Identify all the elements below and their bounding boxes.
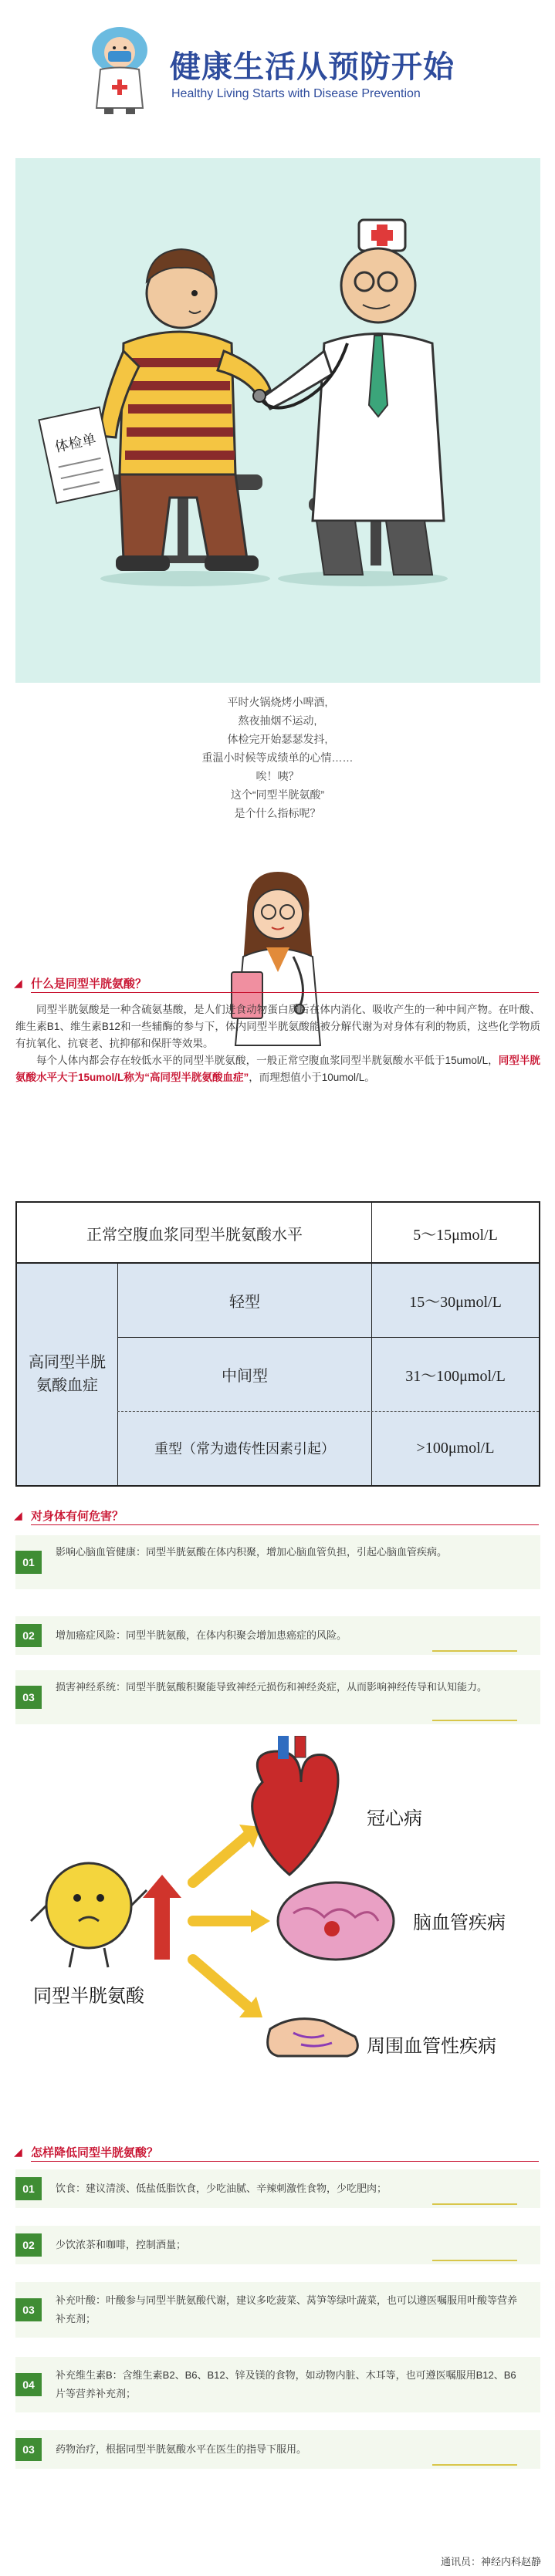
arrow-icon	[193, 1836, 247, 1882]
table-cell-row-label: 中间型	[222, 1367, 268, 1385]
item-number: 01	[15, 2177, 42, 2200]
section-heading-what	[14, 972, 539, 995]
item-number: 03	[15, 1686, 42, 1709]
decor-underline	[432, 2203, 517, 2205]
arrow-head-icon	[251, 1909, 270, 1933]
item-number: 02	[15, 2233, 42, 2257]
table-divider	[117, 1411, 539, 1412]
text-span: 每个人体内都会存在较低水平的同型半胱氨酸，一般正常空腹血浆同型半胱氨酸水平低于15umol/L，	[36, 1055, 499, 1066]
item-text: 补充叶酸：叶酸参与同型半胱氨酸代谢，建议多吃菠菜、莴笋等绿叶蔬菜，也可以遵医嘱服用叶酸等营养补充剂；	[56, 2294, 518, 2324]
table-cell-normal-label: 正常空腹血浆同型半胱氨酸水平	[86, 1226, 303, 1244]
item-text: 补充维生素B：含维生素B2、B6、B12、锌及镁的食物，如动物内脏、木耳等，也可遵医嘱服用B12、B6片等营养补充剂；	[56, 2369, 516, 2399]
brain-icon	[278, 1882, 394, 1960]
marker-icon: ◢	[14, 977, 22, 989]
item-text: 少饮浓茶和咖啡，控制酒量；	[56, 2239, 187, 2250]
decor-underline	[432, 2260, 517, 2261]
poem-line: 这个“同型半胱氨酸”	[230, 788, 325, 801]
increase-arrow-icon	[143, 1875, 181, 1960]
header	[0, 0, 555, 139]
list-item	[15, 2226, 540, 2264]
heart-icon	[252, 1736, 338, 1875]
highlight-text: 同型半胱氨酸水平大于15umol/L称为“高同型半胱氨酸血症”	[15, 1055, 541, 1083]
decor-underline	[432, 1720, 517, 1721]
list-item	[15, 1670, 540, 1724]
marker-icon: ◢	[14, 2146, 22, 2158]
homocysteine-table	[15, 1201, 540, 1487]
decor-underline	[432, 2464, 517, 2466]
table-divider	[117, 1337, 539, 1338]
table-cell-row-value: 15～30μmol/L	[409, 1293, 502, 1311]
section-title: 对身体有何危害？	[31, 1510, 124, 1523]
list-item	[15, 1535, 540, 1589]
footer-credit: 通讯员：神经内科赵静	[440, 2556, 541, 2568]
list-item	[15, 2282, 540, 2338]
diagram-target-label: 周围血管性疾病	[367, 2035, 496, 2057]
poem-line: 熬夜抽烟不运动,	[238, 714, 317, 727]
section-title: 怎样降低同型半胱氨酸？	[31, 2146, 159, 2159]
report-label: 体检单	[53, 430, 98, 456]
poem-line: 体检完开始瑟瑟发抖,	[227, 733, 328, 745]
table-divider	[371, 1203, 372, 1485]
list-item	[15, 2430, 540, 2469]
item-number: 03	[15, 2438, 42, 2461]
list-item	[15, 1616, 540, 1655]
item-text: 药物治疗，根据同型半胱氨酸水平在医生的指导下服用。	[56, 2443, 307, 2455]
foot-icon	[268, 2019, 358, 2056]
text-span: ，而理想值小于10umol/L。	[249, 1072, 375, 1083]
table-cell-row-value: >100μmol/L	[416, 1439, 495, 1457]
doctor-logo-icon	[85, 23, 154, 116]
poem-line: 是个什么指标呢？	[234, 807, 321, 819]
section-heading-harm	[14, 1504, 539, 1528]
item-number: 02	[15, 1624, 42, 1647]
page-title: 健康生活从预防开始	[170, 50, 455, 84]
decor-underline	[432, 1650, 517, 1652]
section-heading-reduce	[14, 2141, 539, 2164]
poem	[0, 693, 555, 822]
table-divider	[117, 1263, 118, 1485]
item-text: 影响心脑血管健康：同型半胱氨酸在体内积聚，增加心脑血管负担，引起心脑血管疾病。	[56, 1546, 448, 1558]
homocysteine-character	[31, 1863, 147, 1967]
item-number: 04	[15, 2373, 42, 2396]
hero-illustration	[15, 158, 540, 683]
poem-line: 平时火锅烧烤小啤酒,	[227, 696, 328, 708]
item-text: 饮食：建议清淡、低盐低脂饮食，少吃油腻、辛辣刺激性食物，少吃肥肉；	[56, 2183, 387, 2194]
poem-line: 重温小时候等成绩单的心情……	[201, 751, 354, 764]
divider	[31, 1524, 539, 1525]
disease-diagram	[15, 1736, 540, 2122]
table-divider	[17, 1262, 539, 1264]
item-number: 03	[15, 2298, 42, 2321]
marker-icon: ◢	[14, 1509, 22, 1521]
table-cell-row-label: 轻型	[229, 1293, 260, 1311]
list-item	[15, 2357, 540, 2412]
table-cell-group-label: 高同型半胱氨酸血症	[29, 1354, 106, 1394]
table-cell-row-value: 31～100μmol/L	[405, 1367, 506, 1385]
diagram-source-label: 同型半胱氨酸	[33, 1985, 144, 2007]
table-cell-row-label: 重型（常为遗传性因素引起）	[154, 1441, 335, 1457]
item-text: 损害神经系统：同型半胱氨酸积聚能导致神经元损伤和神经炎症，从而影响神经传导和认知能力。	[56, 1681, 488, 1693]
diagram-target-label: 冠心病	[367, 1808, 422, 1829]
list-item	[15, 2169, 540, 2208]
paragraph	[15, 1052, 540, 1086]
doctor-patient-illustration	[15, 158, 540, 683]
diagram-target-label: 脑血管疾病	[413, 1912, 506, 1933]
item-number: 01	[15, 1551, 42, 1574]
arrow-icon	[193, 1960, 247, 2006]
table-cell-normal-value: 5～15μmol/L	[413, 1226, 498, 1244]
definition-text	[15, 1001, 540, 1086]
page-subtitle: Healthy Living Starts with Disease Prevention	[171, 87, 421, 100]
poem-line: 唉！咦？	[256, 770, 299, 782]
section-title: 什么是同型半胱氨酸？	[31, 977, 147, 991]
divider	[31, 992, 539, 993]
item-text: 增加癌症风险：同型半胱氨酸，在体内积聚会增加患癌症的风险。	[56, 1629, 347, 1641]
paragraph: 同型半胱氨酸是一种含硫氨基酸，是人们进食动物蛋白质后在体内消化、吸收产生的一种中间产物。在叶酸、维生素B1、维生素B12和一些辅酶的参与下，体内同型半胱氨酸能被分解代谢为对身体有利的物质，这些化学物质有抗氧化、抗衰老、抗抑郁和保肝等效果。	[15, 1004, 540, 1049]
divider	[31, 2161, 539, 2162]
